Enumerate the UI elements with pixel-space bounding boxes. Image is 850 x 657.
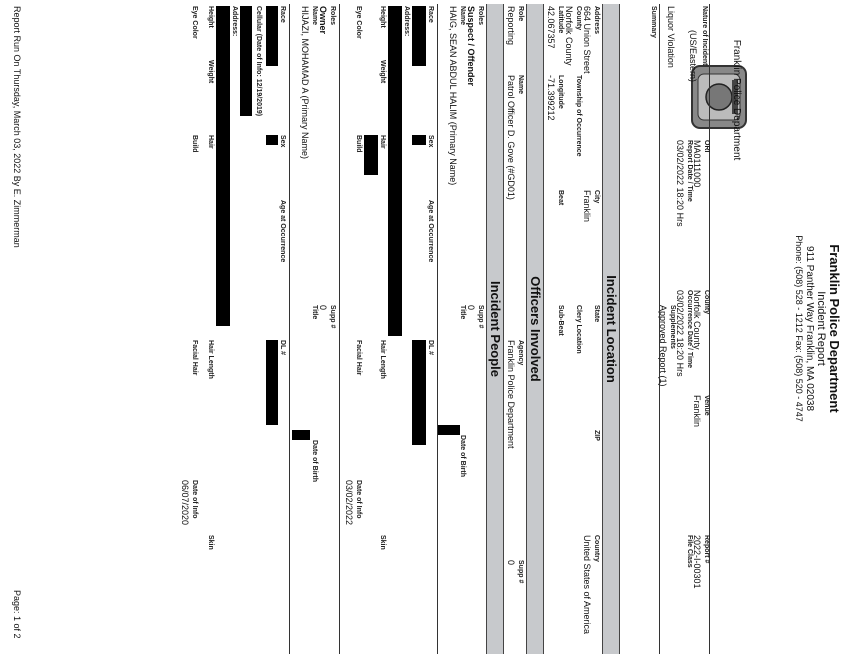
county-value: Norfolk County (692, 290, 702, 350)
hairlen-label-1: Hair Length (379, 340, 386, 379)
sex-label-2: Sex (279, 135, 286, 148)
redaction (216, 6, 230, 326)
dob-label-1: Date of Birth (459, 435, 466, 477)
age-label-2: Age at Occurrence (279, 200, 286, 263)
city-value: Franklin (582, 190, 592, 223)
latitude-label: Latitude (557, 6, 564, 34)
people-band (486, 4, 504, 654)
height-label-1: Height (379, 6, 386, 28)
redaction (266, 135, 278, 145)
zip-label: ZIP (593, 430, 600, 441)
county-label: County (703, 290, 710, 315)
officer-supp-value: 0 (506, 560, 516, 566)
department-title: Franklin Police Department (827, 244, 842, 413)
redaction (412, 6, 426, 66)
subbeat-label: Sub-Beat (557, 305, 564, 336)
latitude-value: 42.067357 (546, 6, 556, 49)
officer-name-label: Name (517, 75, 524, 95)
weight-label-2: Weight (207, 60, 214, 84)
hair-label-1: Hair (379, 135, 386, 149)
timezone: (US/Eastern) (688, 30, 698, 83)
summary-label: Summary (650, 6, 657, 38)
occ-dt-label: Occurrence Date / Time (686, 290, 693, 369)
person2-supp: 0 (318, 305, 328, 311)
role-value: Reporting (506, 6, 516, 46)
race-label-1: Race (427, 6, 434, 23)
height-label-2: Height (207, 6, 214, 28)
redaction (388, 6, 402, 336)
dl-label-1: DL # (427, 340, 434, 356)
township-label: Township of Occurrence (575, 75, 582, 157)
skin-label-2: Skin (207, 535, 214, 550)
report-num-label: Report # (703, 535, 710, 564)
sex-label-1: Sex (427, 135, 434, 148)
dateinfo-label-2: Date of Info (191, 480, 198, 519)
report-dt-label: Report Date / Time (686, 140, 693, 202)
clery-location-label: Clery Location (575, 305, 582, 354)
person2-name: HIJAZI, MOHAMAD A (Primary Name) (300, 6, 310, 160)
city-label: City (593, 190, 600, 204)
person2-date-of-info: 06/07/2020 (180, 480, 190, 526)
role-label: Role (517, 6, 524, 22)
redaction (266, 340, 278, 425)
report-type: Incident Report (815, 291, 827, 366)
officer-name-value: Patrol Officer D. Gove (#GD01) (506, 75, 516, 200)
redaction (412, 135, 426, 145)
roles-label-1: Roles (477, 6, 484, 26)
beat-label: Beat (557, 190, 564, 206)
longitude-label: Longitude (557, 75, 564, 109)
age-label-1: Age at Occurrence (427, 200, 434, 263)
ori-label: ORI (703, 140, 710, 153)
dl-label-2: DL # (279, 340, 286, 356)
cellular-label: Cellular (Date of Info: 12/19/2019) (255, 6, 262, 117)
officers-band (526, 4, 544, 654)
supp-label-1: Supp # (477, 305, 484, 329)
address-label-2: Address: (231, 6, 238, 37)
report-num-value: 2022-I-00301 (692, 535, 702, 589)
hair-label-2: Hair (207, 135, 214, 149)
address-value: 664 Union Street (582, 6, 592, 74)
address-label: Address (593, 6, 600, 35)
department-address: 911 Panther Way Franklin, MA 02038 (804, 245, 815, 412)
address-label-1: Address: (403, 6, 410, 37)
supplements-value: Approved Report (1) (658, 305, 668, 387)
agency-label: Agency (517, 340, 524, 366)
dob-label-2: Date of Birth (311, 440, 318, 482)
file-class-label: File Class (686, 535, 693, 568)
weight-label-1: Weight (379, 60, 386, 84)
county-loc-value: Norfolk County (564, 6, 574, 66)
hairlen-label-2: Hair Length (207, 340, 214, 379)
person1-role: Suspect / Offender (466, 6, 476, 87)
name-label-2: Name (311, 6, 318, 26)
person1-supp: 0 (466, 305, 476, 311)
facial-label-2: Facial Hair (191, 340, 198, 376)
name-label-1: Name (459, 6, 466, 26)
venue-value: Franklin (692, 395, 702, 428)
skin-label-1: Skin (379, 535, 386, 550)
person1-name: HAIG, SEAN ABDUL HALIM (Primary Name) (448, 6, 458, 186)
eye-label-2: Eye Color (191, 6, 198, 39)
longitude-value: -71.399212 (546, 75, 556, 121)
redaction (438, 425, 460, 435)
redaction (292, 430, 310, 440)
roles-label-2: Roles (329, 6, 336, 26)
eye-label-1: Eye Color (355, 6, 362, 39)
supplements-label: Supplements (669, 305, 676, 349)
state-label: State (593, 305, 600, 323)
supp-label-2: Supp # (329, 305, 336, 329)
build-label-1: Build (355, 135, 362, 153)
people-title: Incident People (488, 280, 503, 378)
incident-location-band (602, 4, 620, 654)
county-loc-label: County (575, 6, 582, 31)
facial-label-1: Facial Hair (355, 340, 362, 376)
redaction (364, 135, 378, 175)
race-label-2: Race (279, 6, 286, 23)
page-number: Page: 1 of 2 (12, 590, 22, 639)
person1-date-of-info: 03/02/2022 (344, 480, 354, 526)
title-label-2: Title (311, 305, 318, 320)
country-label: Country (593, 535, 600, 562)
country-value: United States of America (582, 535, 592, 635)
department-phone: Phone: (508) 528 - 1212 Fax: (508) 520 - 4747 (794, 235, 804, 422)
incident-location-title: Incident Location (604, 275, 619, 383)
nature-label: Nature of Incident (701, 6, 708, 66)
ori-value: MA0111000 (692, 140, 702, 188)
occ-dt-value: 03/02/2022 18:20 Hrs (675, 290, 685, 377)
dateinfo-label-1: Date of Info (355, 480, 362, 519)
nature-value: Liquor Violation (666, 6, 676, 68)
venue-label: Venue (703, 395, 710, 416)
person2-role: Owner (318, 6, 328, 35)
redaction (412, 340, 426, 445)
build-label-2: Build (191, 135, 198, 153)
redaction (240, 6, 252, 116)
officer-supp-label: Supp # (517, 560, 524, 584)
redaction (266, 6, 278, 66)
department-side-name: Franklin Police Department (731, 39, 742, 161)
report-run-footer: Report Run On Thursday, March 03, 2022 By E. Zimmerman (12, 6, 22, 248)
officers-title: Officers Involved (528, 276, 543, 382)
report-dt-value: 03/02/2022 18:20 Hrs (675, 140, 685, 227)
title-label-1: Title (459, 305, 466, 320)
agency-value: Franklin Police Department (506, 340, 516, 449)
